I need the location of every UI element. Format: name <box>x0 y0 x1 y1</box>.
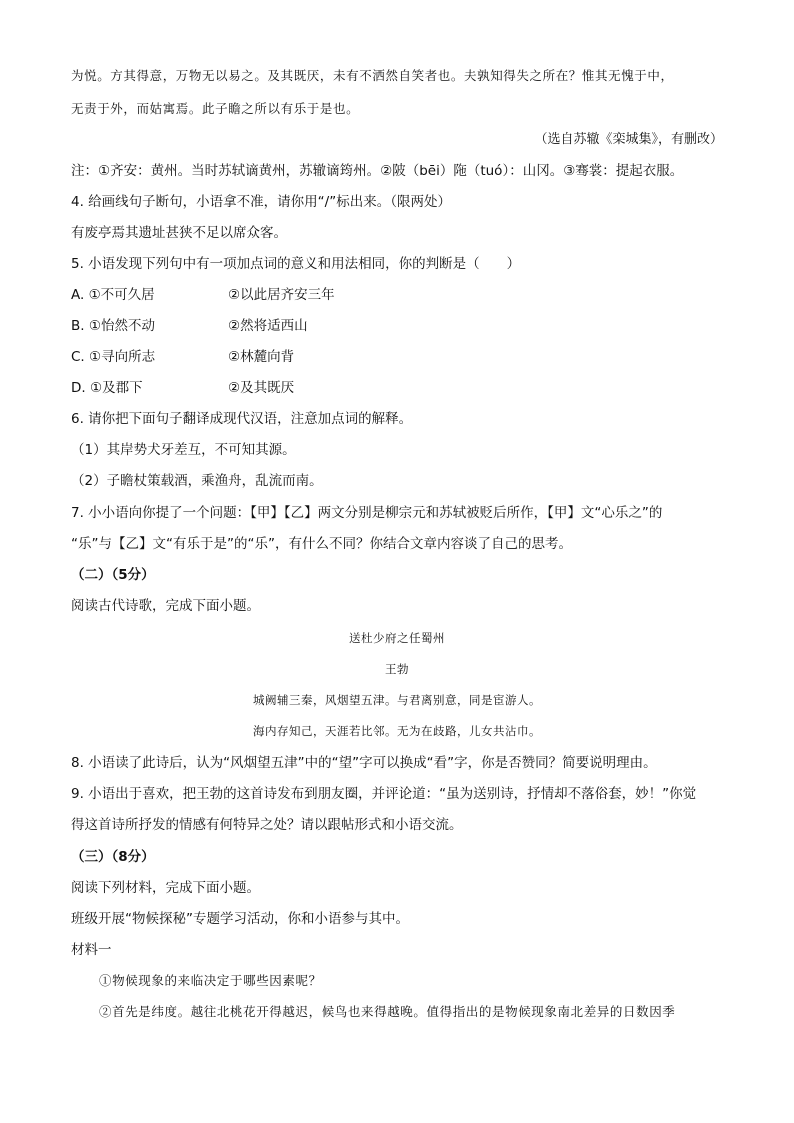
poem-line-1: 城阙辅三秦，风烟望五津。与君离别意，同是宦游人。 <box>253 693 541 707</box>
passage-source: （选自苏辙《栾城集》，有删改） <box>534 132 723 147</box>
question-9-line-2: 得这首诗所抒发的情感有何特异之处？请以跟帖形式和小语交流。 <box>71 817 463 833</box>
option-d-second: ②及其既厌 <box>228 380 295 396</box>
poem-title: 送杜少府之任蜀州 <box>349 631 445 645</box>
material-paragraph-1: ①物候现象的来临决定于哪些因素呢？ <box>99 973 322 988</box>
annotation-note: 注：①齐安：黄州。当时苏轼谪黄州，苏辙谪筠州。②陂（bēi）陁（tuó）：山冈。③骞裳：提起衣服。 <box>71 163 684 179</box>
material-paragraph-2: ②首先是纬度。越往北桃花开得越迟，候鸟也来得越晚。值得指出的是物候现象南北差异的日数因季 <box>99 1004 676 1019</box>
material-label: 材料一 <box>71 942 112 958</box>
option-b-second: ②然将适西山 <box>228 318 308 334</box>
passage-line-2: 无责于外，而姑寓焉。此子瞻之所以有乐于是也。 <box>71 101 360 116</box>
poem-author: 王勃 <box>385 662 409 676</box>
passage-line-1: 为悦。方其得意，万物无以易之。及其既厌，未有不洒然自笑者也。夫孰知得失之所在？惟其无愧于中， <box>71 68 674 83</box>
option-a-second: ②以此居齐安三年 <box>228 287 335 303</box>
section-3-heading: （三）（8分） <box>71 849 155 865</box>
option-c: C. ①寻向所志 <box>71 349 156 365</box>
question-6-item-1: （1）其岸势犬牙差互，不可知其源。 <box>71 442 296 458</box>
option-b: B. ①怡然不动 <box>71 318 155 334</box>
question-4-stem: 4. 给画线句子断句，小语拿不准，请你用“/”标出来。（限两处） <box>71 194 451 210</box>
poem-line-2: 海内存知己，天涯若比邻。无为在歧路，儿女共沾巾。 <box>253 724 541 738</box>
question-6-item-2: （2）子瞻杖策载酒，乘渔舟，乱流而南。 <box>71 473 323 489</box>
activity-description: 班级开展“物候探秘”专题学习活动，你和小语参与其中。 <box>71 911 409 927</box>
option-a: A. ①不可久居 <box>71 287 155 303</box>
question-7-line-2: “乐”与【乙】文“有乐于是”的“乐”，有什么不同？你结合文章内容谈了自己的思考。 <box>71 536 572 552</box>
question-5-stem: 5. 小语发现下列句中有一项加点词的意义和用法相同，你的判断是（ ） <box>71 256 521 272</box>
option-c-second: ②林麓向背 <box>228 349 295 365</box>
question-6-stem: 6. 请你把下面句子翻译成现代汉语，注意加点词的解释。 <box>71 411 413 427</box>
question-8: 8. 小语读了此诗后，认为“风烟望五津”中的“望”字可以换成“看”字，你是否赞同？简要说明理由。 <box>71 755 657 771</box>
question-7-line-1: 7. 小小语向你提了一个问题：【甲】【乙】两文分别是柳宗元和苏轼被贬后所作，【甲】文“心乐之”的 <box>71 505 663 521</box>
question-9-line-1: 9. 小语出于喜欢，把王勃的这首诗发布到朋友圈，并评论道：“虽为送别诗，抒情却不落俗套，妙！”你觉 <box>71 786 697 802</box>
section-2-heading: （二）（5分） <box>71 567 155 583</box>
question-4-sentence: 有废亭焉其遗址甚狭不足以席众客。 <box>71 225 287 241</box>
option-d: D. ①及郡下 <box>71 380 143 396</box>
section-2-intro: 阅读古代诗歌，完成下面小题。 <box>71 598 260 614</box>
section-3-intro: 阅读下列材料，完成下面小题。 <box>71 880 260 896</box>
